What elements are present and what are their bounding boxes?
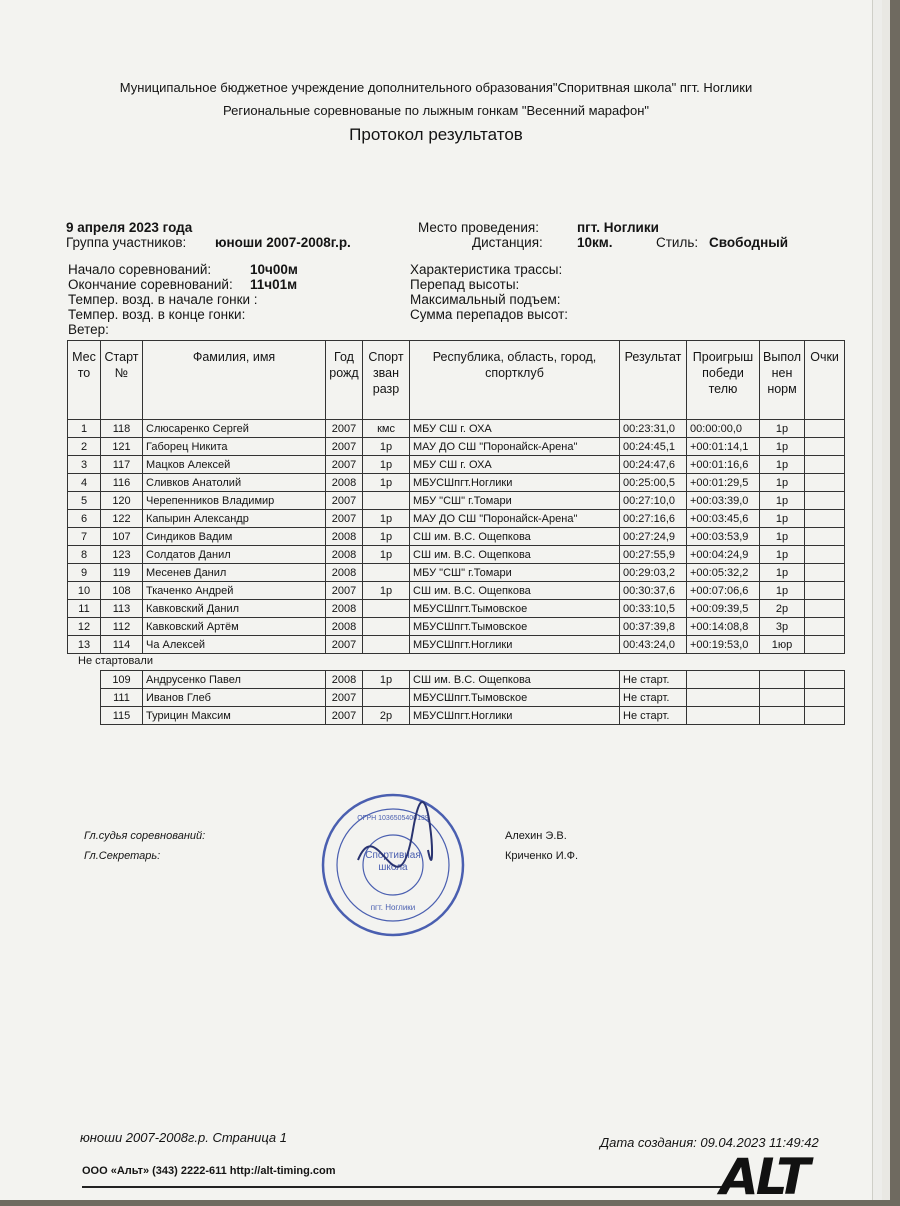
- table-cell: СШ им. В.С. Ощепкова: [410, 582, 620, 600]
- table-cell: МБУСШпгт.Тымовское: [410, 618, 620, 636]
- table-cell: [760, 689, 805, 707]
- table-cell: [805, 510, 845, 528]
- table-cell: 2008: [326, 528, 363, 546]
- table-cell: +00:01:14,1: [687, 438, 760, 456]
- stamp-line-4: ОГРН 1036505400139: [357, 815, 429, 822]
- col-points: Очки: [805, 341, 845, 420]
- table-cell: 1р: [363, 582, 410, 600]
- table-cell: +00:07:06,6: [687, 582, 760, 600]
- table-cell: Синдиков Вадим: [143, 528, 326, 546]
- col-gap: Проигрыш победи телю: [687, 341, 760, 420]
- table-cell: +00:09:39,5: [687, 600, 760, 618]
- table-cell: Слюсаренко Сергей: [143, 420, 326, 438]
- table-cell: 119: [101, 564, 143, 582]
- start-time-value: 10ч00м: [250, 262, 298, 277]
- table-cell: 2р: [363, 707, 410, 725]
- table-cell: [805, 600, 845, 618]
- style-value: Свободный: [709, 235, 789, 250]
- distance-label: Дистанция:: [472, 235, 543, 250]
- stamp-line-2: школа: [378, 862, 408, 873]
- table-cell: 2008: [326, 600, 363, 618]
- not-started-body: [101, 671, 845, 725]
- table-cell: 1р: [760, 474, 805, 492]
- col-birth-year: Год рожд: [326, 341, 363, 420]
- table-cell: 10: [68, 582, 101, 600]
- table-cell: [805, 420, 845, 438]
- event-header: Региональные соревнованые по лыжным гонкам "Весенний марафон": [223, 103, 649, 118]
- table-cell: 1р: [363, 474, 410, 492]
- table-cell: 107: [101, 528, 143, 546]
- table-cell: 111: [101, 689, 143, 707]
- table-row: [68, 456, 845, 474]
- table-cell: [805, 671, 845, 689]
- end-time-value: 11ч01м: [250, 277, 298, 292]
- table-cell: [805, 438, 845, 456]
- table-cell: кмс: [363, 420, 410, 438]
- table-cell: 2007: [326, 420, 363, 438]
- table-cell: 3р: [760, 618, 805, 636]
- table-cell: Иванов Глеб: [143, 689, 326, 707]
- table-cell: 00:27:10,0: [620, 492, 687, 510]
- table-row: [68, 546, 845, 564]
- table-cell: СШ им. В.С. Ощепкова: [410, 528, 620, 546]
- end-time-label: Окончание соревнований:: [68, 277, 233, 292]
- table-row: [68, 420, 845, 438]
- table-cell: [805, 456, 845, 474]
- table-cell: [805, 707, 845, 725]
- table-cell: МАУ ДО СШ "Поронайск-Арена": [410, 438, 620, 456]
- table-cell: 2007: [326, 510, 363, 528]
- table-cell: [687, 689, 760, 707]
- table-cell: Сливков Анатолий: [143, 474, 326, 492]
- venue-label: Место проведения:: [418, 220, 539, 235]
- results-table: [67, 340, 845, 654]
- table-cell: 2007: [326, 582, 363, 600]
- table-row: [68, 618, 845, 636]
- table-cell: [760, 671, 805, 689]
- table-cell: Турицин Максим: [143, 707, 326, 725]
- table-cell: 00:24:47,6: [620, 456, 687, 474]
- table-cell: 00:29:03,2: [620, 564, 687, 582]
- table-cell: 1р: [760, 582, 805, 600]
- table-cell: [805, 528, 845, 546]
- table-cell: 1р: [760, 456, 805, 474]
- table-cell: МБУ СШ г. ОХА: [410, 456, 620, 474]
- table-row: [68, 510, 845, 528]
- table-cell: 2008: [326, 474, 363, 492]
- table-cell: [805, 636, 845, 654]
- table-cell: [805, 546, 845, 564]
- table-row: [68, 438, 845, 456]
- group-label: Группа участников:: [66, 235, 187, 250]
- table-cell: 2007: [326, 492, 363, 510]
- table-cell: 2008: [326, 546, 363, 564]
- total-climb-label: Сумма перепадов высот:: [410, 307, 569, 322]
- table-cell: 2008: [326, 618, 363, 636]
- table-cell: Андрусенко Павел: [143, 671, 326, 689]
- col-result: Результат: [620, 341, 687, 420]
- not-started-label: Не стартовали: [78, 655, 153, 667]
- table-row: [68, 636, 845, 654]
- table-cell: 5: [68, 492, 101, 510]
- table-cell: [805, 492, 845, 510]
- page-title: Протокол результатов: [349, 125, 523, 144]
- table-cell: [805, 689, 845, 707]
- table-cell: 3: [68, 456, 101, 474]
- table-cell: 2007: [326, 636, 363, 654]
- table-cell: 118: [101, 420, 143, 438]
- col-norm: Выпол нен норм: [760, 341, 805, 420]
- table-cell: МБУСШпгт.Ноглики: [410, 636, 620, 654]
- not-started-row: [101, 671, 845, 689]
- style-label: Стиль:: [656, 235, 699, 250]
- results-body: [68, 420, 845, 654]
- table-cell: 00:37:39,8: [620, 618, 687, 636]
- table-cell: 1р: [363, 456, 410, 474]
- table-cell: [363, 636, 410, 654]
- table-cell: МАУ ДО СШ "Поронайск-Арена": [410, 510, 620, 528]
- table-cell: 1р: [760, 492, 805, 510]
- table-cell: Ча Алексей: [143, 636, 326, 654]
- table-cell: Черепенников Владимир: [143, 492, 326, 510]
- table-cell: МБУСШпгт.Тымовское: [410, 689, 620, 707]
- table-cell: 114: [101, 636, 143, 654]
- table-cell: 2008: [326, 564, 363, 582]
- table-cell: Солдатов Данил: [143, 546, 326, 564]
- table-cell: Кавковский Артём: [143, 618, 326, 636]
- event-date: 9 апреля 2023 года: [66, 220, 193, 235]
- group-value: юноши 2007-2008г.р.: [215, 235, 351, 250]
- table-cell: +00:19:53,0: [687, 636, 760, 654]
- wind-label: Ветер:: [68, 322, 109, 337]
- table-cell: [805, 582, 845, 600]
- table-cell: 1р: [760, 510, 805, 528]
- col-rank: Спорт зван разр: [363, 341, 410, 420]
- table-cell: 1р: [363, 671, 410, 689]
- table-row: [68, 564, 845, 582]
- judge-label: Гл.судья соревнований:: [84, 830, 206, 842]
- table-cell: 112: [101, 618, 143, 636]
- table-cell: [363, 600, 410, 618]
- table-cell: 108: [101, 582, 143, 600]
- table-cell: 00:33:10,5: [620, 600, 687, 618]
- table-cell: 1р: [363, 510, 410, 528]
- stamp-line-3: пгт. Ноглики: [370, 903, 416, 912]
- table-cell: 2008: [326, 671, 363, 689]
- table-cell: Не старт.: [620, 671, 687, 689]
- venue-value: пгт. Ноглики: [577, 220, 659, 235]
- table-cell: +00:03:53,9: [687, 528, 760, 546]
- table-cell: 00:27:55,9: [620, 546, 687, 564]
- table-cell: 4: [68, 474, 101, 492]
- table-cell: 1р: [760, 438, 805, 456]
- table-cell: 9: [68, 564, 101, 582]
- table-cell: 1юр: [760, 636, 805, 654]
- table-cell: 1р: [760, 528, 805, 546]
- not-started-table: [100, 670, 845, 725]
- table-row: [68, 492, 845, 510]
- page-info: юноши 2007-2008г.р. Страница 1: [80, 1130, 288, 1145]
- table-cell: 8: [68, 546, 101, 564]
- start-time-label: Начало соревнований:: [68, 262, 212, 277]
- not-started-row: [101, 707, 845, 725]
- table-cell: 2: [68, 438, 101, 456]
- table-cell: 120: [101, 492, 143, 510]
- table-cell: Мацков Алексей: [143, 456, 326, 474]
- stamp-line-1: Спортивная: [365, 850, 421, 861]
- table-row: [68, 474, 845, 492]
- table-cell: 00:00:00,0: [687, 420, 760, 438]
- table-cell: Не старт.: [620, 689, 687, 707]
- table-cell: +00:04:24,9: [687, 546, 760, 564]
- table-cell: 1р: [760, 546, 805, 564]
- table-header-row: [68, 341, 845, 420]
- table-cell: 109: [101, 671, 143, 689]
- company-info: ООО «Альт» (343) 2222-611 http://alt-timing.com: [82, 1165, 336, 1177]
- col-club: Республика, область, город, спортклуб: [410, 341, 620, 420]
- table-cell: 00:25:00,5: [620, 474, 687, 492]
- official-stamp: [318, 790, 468, 940]
- table-cell: 13: [68, 636, 101, 654]
- table-cell: Не старт.: [620, 707, 687, 725]
- table-cell: 6: [68, 510, 101, 528]
- table-cell: 117: [101, 456, 143, 474]
- table-cell: 115: [101, 707, 143, 725]
- table-cell: 2007: [326, 707, 363, 725]
- table-cell: [363, 564, 410, 582]
- table-row: [68, 582, 845, 600]
- table-cell: +00:03:45,6: [687, 510, 760, 528]
- table-cell: Ткаченко Андрей: [143, 582, 326, 600]
- table-cell: +00:01:29,5: [687, 474, 760, 492]
- table-cell: Кавковский Данил: [143, 600, 326, 618]
- table-cell: Месенев Данил: [143, 564, 326, 582]
- table-cell: СШ им. В.С. Ощепкова: [410, 671, 620, 689]
- table-cell: [687, 671, 760, 689]
- table-cell: 1: [68, 420, 101, 438]
- max-climb-label: Максимальный подъем:: [410, 292, 561, 307]
- table-cell: 121: [101, 438, 143, 456]
- org-header: Муниципальное бюджетное учреждение дополнительного образования"Споритвная школа" пгт. Ноглики: [119, 80, 753, 95]
- table-row: [68, 600, 845, 618]
- table-cell: 2007: [326, 438, 363, 456]
- table-cell: Габорец Никита: [143, 438, 326, 456]
- table-cell: Капырин Александр: [143, 510, 326, 528]
- creation-date: Дата создания: 09.04.2023 11:49:42: [600, 1135, 819, 1150]
- table-cell: МБУСШпгт.Ноглики: [410, 707, 620, 725]
- temp-start-label: Темпер. возд. в начале гонки :: [68, 292, 258, 307]
- table-cell: 00:30:37,6: [620, 582, 687, 600]
- table-cell: 12: [68, 618, 101, 636]
- table-cell: 7: [68, 528, 101, 546]
- table-cell: МБУСШпгт.Ноглики: [410, 474, 620, 492]
- table-row: [68, 528, 845, 546]
- table-cell: [363, 689, 410, 707]
- table-cell: +00:05:32,2: [687, 564, 760, 582]
- table-cell: 2007: [326, 689, 363, 707]
- table-cell: [760, 707, 805, 725]
- table-cell: [363, 492, 410, 510]
- table-cell: [363, 618, 410, 636]
- height-diff-label: Перепад высоты:: [410, 277, 520, 292]
- table-cell: 1р: [760, 420, 805, 438]
- secretary-name: Криченко И.Ф.: [505, 850, 579, 862]
- col-start-number: Старт №: [101, 341, 143, 420]
- table-cell: 113: [101, 600, 143, 618]
- col-name: Фамилия, имя: [143, 341, 326, 420]
- table-cell: 2007: [326, 456, 363, 474]
- table-cell: 116: [101, 474, 143, 492]
- judge-name: Алехин Э.В.: [505, 830, 567, 842]
- table-cell: МБУ СШ г. ОХА: [410, 420, 620, 438]
- table-cell: 00:27:16,6: [620, 510, 687, 528]
- table-cell: +00:14:08,8: [687, 618, 760, 636]
- table-cell: МБУСШпгт.Тымовское: [410, 600, 620, 618]
- table-cell: МБУ "СШ" г.Томари: [410, 492, 620, 510]
- table-cell: 1р: [363, 546, 410, 564]
- table-cell: [805, 564, 845, 582]
- not-started-row: [101, 689, 845, 707]
- table-cell: +00:01:16,6: [687, 456, 760, 474]
- table-cell: 122: [101, 510, 143, 528]
- table-cell: 1р: [760, 564, 805, 582]
- table-cell: МБУ "СШ" г.Томари: [410, 564, 620, 582]
- table-cell: 2р: [760, 600, 805, 618]
- table-cell: [687, 707, 760, 725]
- footer-rule: [82, 1186, 722, 1188]
- table-cell: 00:43:24,0: [620, 636, 687, 654]
- table-cell: [805, 618, 845, 636]
- table-cell: СШ им. В.С. Ощепкова: [410, 546, 620, 564]
- table-cell: 11: [68, 600, 101, 618]
- alt-logo: ALT: [720, 1148, 808, 1206]
- table-cell: +00:03:39,0: [687, 492, 760, 510]
- table-cell: 123: [101, 546, 143, 564]
- table-cell: [805, 474, 845, 492]
- table-cell: 00:24:45,1: [620, 438, 687, 456]
- track-label: Характеристика трассы:: [410, 262, 563, 277]
- table-cell: 00:27:24,9: [620, 528, 687, 546]
- table-cell: 1р: [363, 528, 410, 546]
- table-cell: 1р: [363, 438, 410, 456]
- secretary-label: Гл.Секретарь:: [84, 850, 161, 862]
- col-place: Мес то: [68, 341, 101, 420]
- distance-value: 10км.: [577, 235, 613, 250]
- table-cell: 00:23:31,0: [620, 420, 687, 438]
- temp-end-label: Темпер. возд. в конце гонки:: [68, 307, 246, 322]
